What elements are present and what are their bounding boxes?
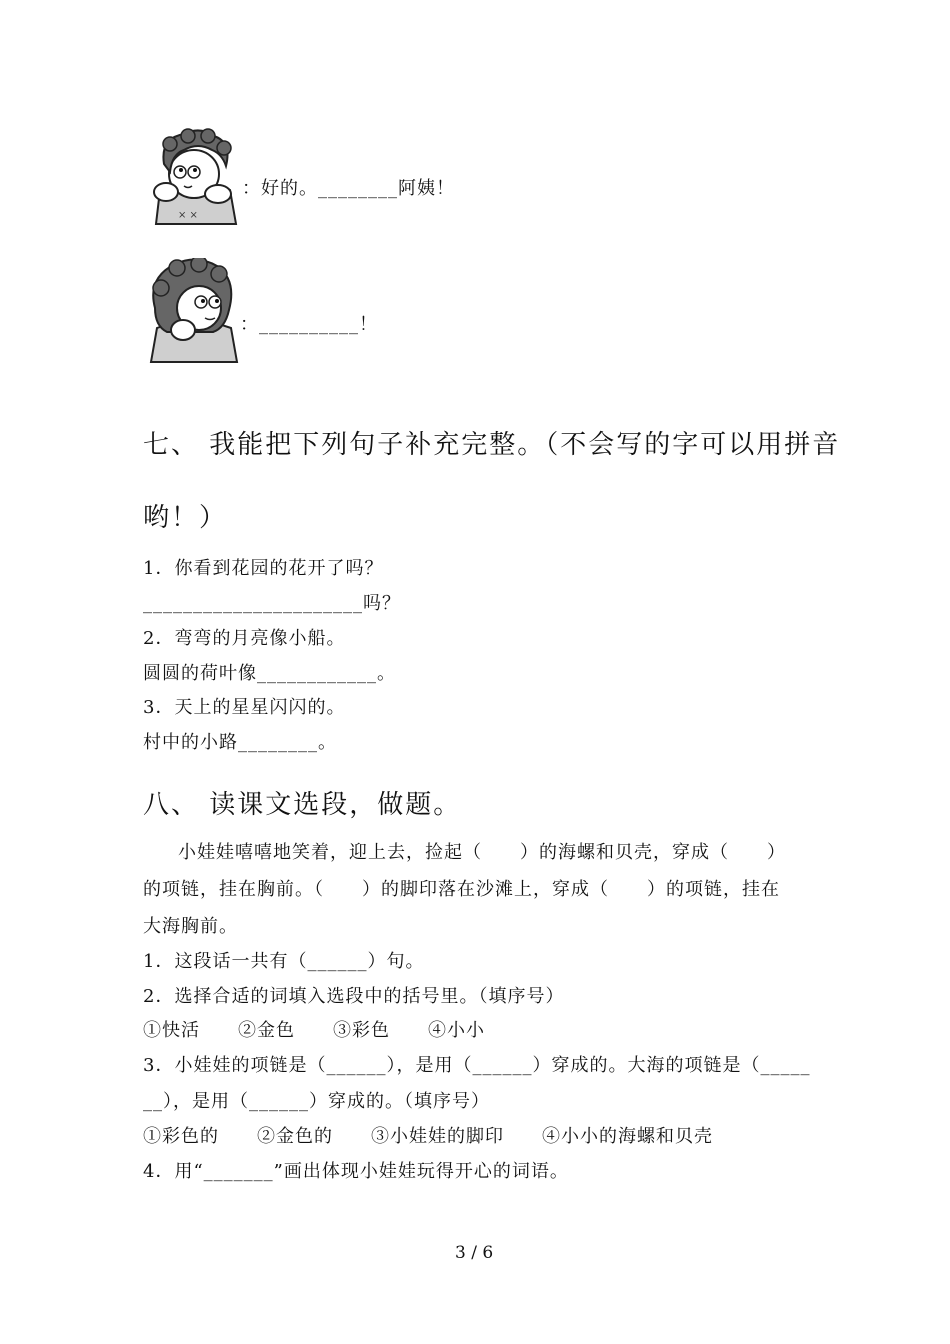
section7-item: 村中的小路________。 <box>143 732 337 753</box>
section8-question: ①彩色的 ②金色的 ③小娃娃的脚印 ④小小的海螺和贝壳 <box>143 1126 713 1147</box>
section8-heading: 八、 读课文选段，做题。 <box>143 790 462 820</box>
section7-item: ______________________吗？ <box>143 593 401 614</box>
section8-question: 4．用“_______”画出体现小娃娃玩得开心的词语。 <box>143 1161 569 1182</box>
section7-item: 2．弯弯的月亮像小船。 <box>143 628 346 649</box>
passage-line: 大海胸前。 <box>143 916 238 937</box>
section7-item: 3．天上的星星闪闪的。 <box>143 697 346 718</box>
svg-text:× ×: × × <box>178 210 198 221</box>
passage-line: 的项链，挂在胸前。（ ）的脚印落在沙滩上，穿成（ ）的项链，挂在 <box>143 879 780 900</box>
section8-question: 2．选择合适的词填入选段中的括号里。（填序号） <box>143 986 565 1007</box>
section7-heading-line2: 哟！） <box>143 503 228 533</box>
girl-avatar-image <box>145 258 240 364</box>
section8-question: ①快活 ②金色 ③彩色 ④小小 <box>143 1020 485 1041</box>
boy-avatar-image <box>148 128 240 226</box>
section7-heading-line1: 七、 我能把下列句子补充完整。（不会写的字可以用拼音 <box>143 430 841 460</box>
dialogue-line-2: ：__________！ <box>240 314 378 335</box>
section7-item: 1．你看到花园的花开了吗？ <box>143 558 384 579</box>
section8-question: 1．这段话一共有（______）句。 <box>143 951 425 972</box>
section7-item: 圆圆的荷叶像____________。 <box>143 663 396 684</box>
section8-question: __），是用（______）穿成的。（填序号） <box>143 1091 490 1112</box>
section8-question: 3．小娃娃的项链是（______），是用（______）穿成的。大海的项链是（_____ <box>143 1055 811 1076</box>
page-number: 3 / 6 <box>455 1243 494 1263</box>
passage-line: 小娃娃嘻嘻地笑着，迎上去，捡起（ ）的海螺和贝壳，穿成（ ） <box>178 842 786 863</box>
dialogue-line-1: ：好的。________阿姨！ <box>242 178 455 199</box>
